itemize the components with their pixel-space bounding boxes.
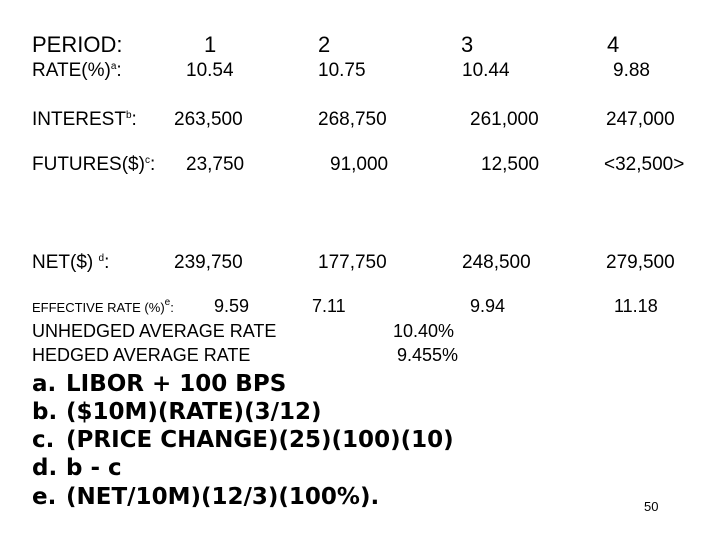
net-value-4: 279,500: [606, 252, 675, 273]
footnote-e-text: (NET/10M)(12/3)(100%).: [66, 484, 380, 510]
interest-value-1: 263,500: [174, 109, 243, 130]
footnote-b-text: ($10M)(RATE)(3/12): [66, 399, 322, 425]
unhedged-average-value: 10.40%: [393, 321, 455, 341]
futures-value-2: 91,000: [330, 154, 389, 175]
effective-rate-value-3: 9.94: [470, 296, 506, 316]
period-4: 4: [607, 32, 620, 57]
period-3: 3: [461, 32, 474, 57]
unhedged-average-label: UNHEDGED AVERAGE RATE: [32, 321, 277, 341]
footnote-a-letter: a.: [32, 371, 57, 397]
footnote-d-text: b - c: [66, 455, 122, 481]
effective-rate-value-1: 9.59: [214, 296, 250, 316]
footnote-b-letter: b.: [32, 399, 58, 425]
rate-value-2: 10.75: [318, 60, 366, 81]
effective-rate-value-4: 11.18: [614, 296, 658, 316]
net-value-2: 177,750: [318, 252, 387, 273]
interest-label: INTEREST$^b$:: [32, 109, 137, 130]
page-number: 50: [644, 499, 659, 514]
net-value-3: 248,500: [462, 252, 531, 273]
futures-label: FUTURES($)$^c$:: [32, 154, 156, 175]
footnote-d-letter: d.: [32, 455, 58, 481]
footnote-c-letter: c.: [32, 427, 55, 453]
interest-value-4: 247,000: [606, 109, 675, 130]
futures-value-3: 12,500: [481, 154, 540, 175]
footnote-c-text: (PRICE CHANGE)(25)(100)(10): [66, 427, 454, 453]
rate-value-1: 10.54: [186, 60, 234, 81]
interest-value-2: 268,750: [318, 109, 387, 130]
footnote-e-letter: e.: [32, 484, 57, 510]
interest-value-3: 261,000: [470, 109, 539, 130]
period-1: 1: [204, 32, 217, 57]
futures-value-1: 23,750: [186, 154, 245, 175]
period-label: PERIOD:: [32, 32, 123, 57]
rate-label: RATE(%)$^a$:: [32, 60, 122, 81]
rate-value-4: 9.88: [613, 60, 650, 81]
footnote-a-text: LIBOR + 100 BPS: [66, 371, 287, 397]
net-label: NET($) $^d$:: [32, 252, 110, 273]
futures-value-4: <32,500>: [604, 154, 685, 175]
rate-value-3: 10.44: [462, 60, 510, 81]
net-value-1: 239,750: [174, 252, 243, 273]
effective-rate-value-2: 7.11: [312, 296, 346, 316]
effective-rate-label: EFFECTIVE RATE (%)$^e$:: [32, 297, 174, 315]
period-2: 2: [318, 32, 331, 57]
hedged-average-value: 9.455%: [397, 345, 459, 365]
hedged-average-label: HEDGED AVERAGE RATE: [32, 345, 251, 365]
